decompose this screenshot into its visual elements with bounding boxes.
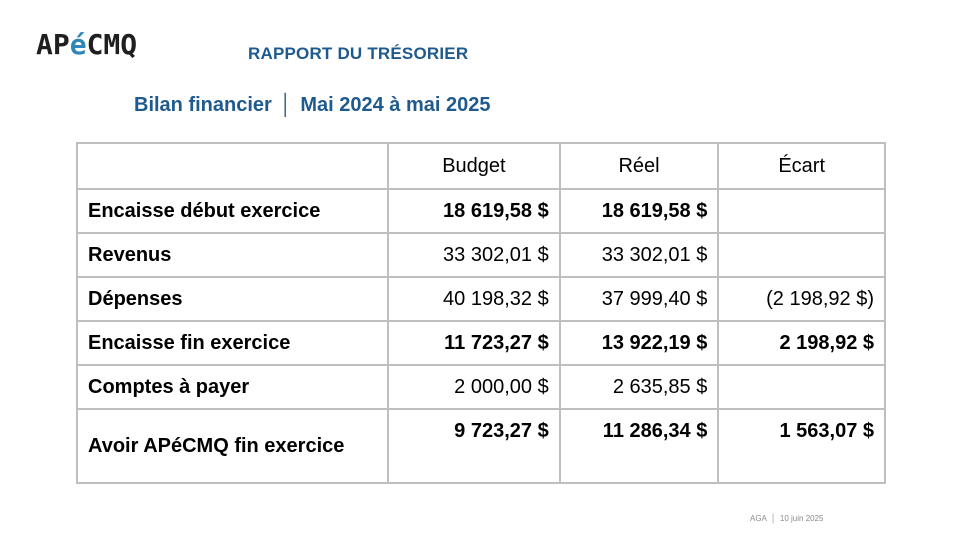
ecart-cell <box>718 365 885 409</box>
table-row <box>77 189 885 233</box>
logo-text-accent: é <box>69 28 87 61</box>
report-title: RAPPORT DU TRÉSORIER <box>248 44 469 63</box>
logo-text-cmq: CMQ <box>86 28 138 61</box>
table-row <box>77 409 885 483</box>
budget-cell: 40 198,32 $ <box>388 277 560 321</box>
footer-event: AGA <box>750 514 767 523</box>
budget-cell: 33 302,01 $ <box>388 233 560 277</box>
row-label: Dépenses <box>77 277 388 321</box>
reel-cell: 2 635,85 $ <box>560 365 719 409</box>
row-label: Avoir APéCMQ fin exercice <box>77 409 388 483</box>
row-label: Comptes à payer <box>77 365 388 409</box>
column-header-ecart: Écart <box>718 143 885 189</box>
financial-table <box>76 142 886 484</box>
footer-separator: │ <box>770 514 776 523</box>
budget-cell: 11 723,27 $ <box>388 321 560 365</box>
reel-cell: 18 619,58 $ <box>560 189 719 233</box>
reel-cell: 33 302,01 $ <box>560 233 719 277</box>
row-label: Encaisse fin exercice <box>77 321 388 365</box>
apecmq-logo <box>36 28 138 61</box>
subtitle-right: Mai 2024 à mai 2025 <box>300 94 491 116</box>
reel-cell: 37 999,40 $ <box>560 277 719 321</box>
page-subtitle <box>134 94 490 117</box>
footer-date: 10 juin 2025 <box>779 514 824 523</box>
row-label: Encaisse début exercice <box>77 189 388 233</box>
column-header-label <box>77 143 388 189</box>
reel-cell: 13 922,19 $ <box>560 321 719 365</box>
logo-text-ap: AP <box>36 28 70 61</box>
table-row <box>77 321 885 365</box>
reel-cell: 11 286,34 $ <box>560 409 719 483</box>
column-header-reel: Réel <box>560 143 719 189</box>
ecart-cell: 2 198,92 $ <box>718 321 885 365</box>
table-row <box>77 365 885 409</box>
ecart-cell: 1 563,07 $ <box>718 409 885 483</box>
ecart-cell: (2 198,92 $) <box>718 277 885 321</box>
budget-cell: 18 619,58 $ <box>388 189 560 233</box>
table-header-row <box>77 143 885 189</box>
budget-cell: 2 000,00 $ <box>388 365 560 409</box>
ecart-cell <box>718 233 885 277</box>
subtitle-left: Bilan financier <box>134 94 272 116</box>
budget-cell: 9 723,27 $ <box>388 409 560 483</box>
column-header-budget: Budget <box>388 143 560 189</box>
subtitle-separator: │ <box>279 94 293 116</box>
ecart-cell <box>718 189 885 233</box>
slide-footer <box>750 514 824 523</box>
row-label: Revenus <box>77 233 388 277</box>
table-row <box>77 233 885 277</box>
table-row <box>77 277 885 321</box>
